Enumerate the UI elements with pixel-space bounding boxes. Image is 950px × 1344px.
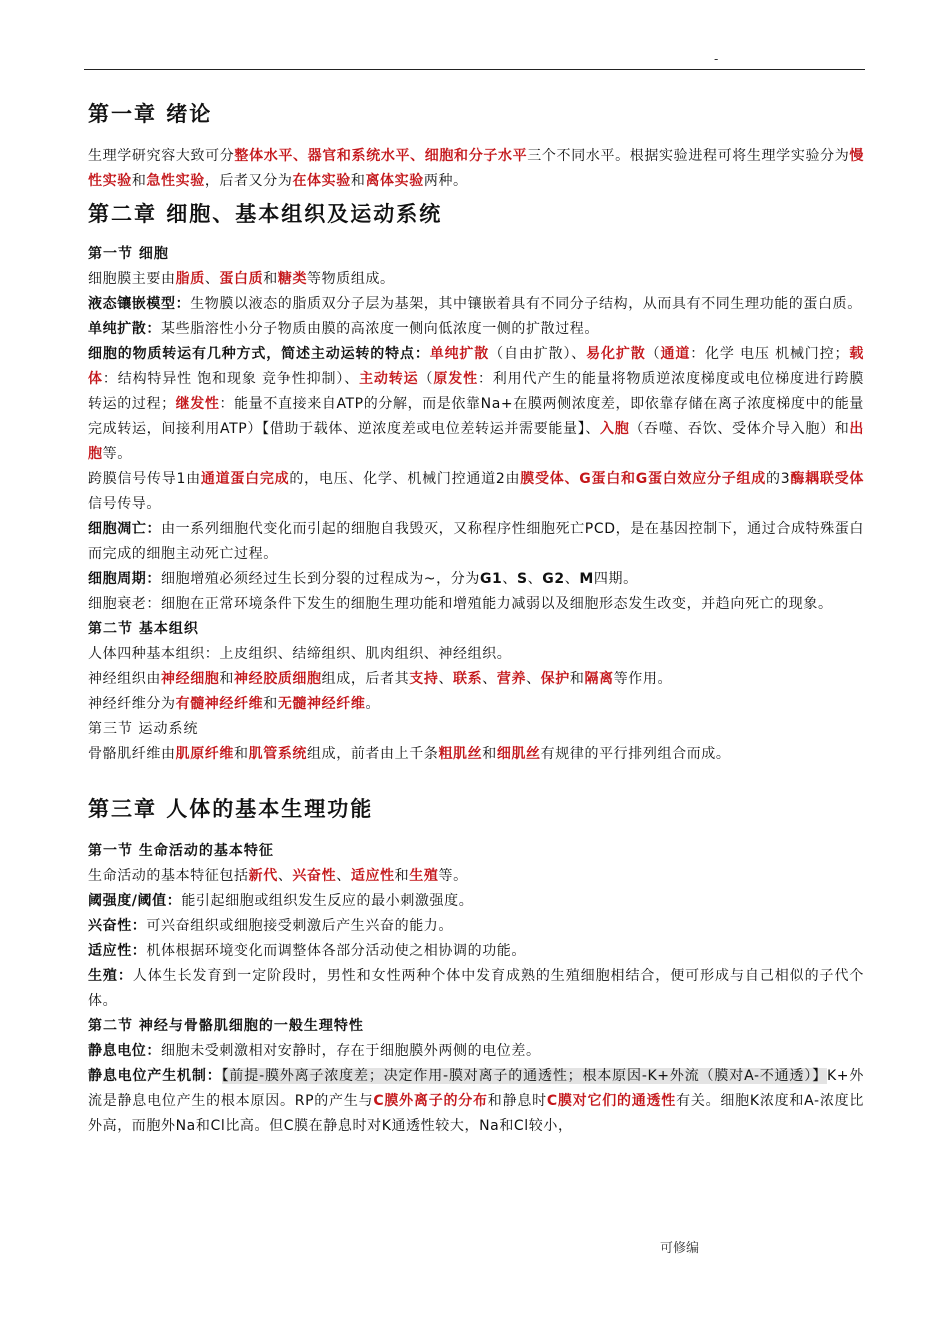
text-run: 的，电压、化学、机械门控通道2由 [289, 471, 521, 487]
highlight-run: 营养 [496, 671, 527, 687]
highlight-run: 在体实验 [292, 173, 351, 189]
text-run: 三个不同水平。根据实验进程可将生理学实验分为 [527, 148, 850, 164]
highlight-run: 神经胶质细胞 [234, 671, 322, 687]
highlight-run: 肌原纤维 [175, 746, 235, 762]
phase-label: S [516, 571, 528, 587]
text-run: 、 [438, 671, 454, 687]
header-mark: - [714, 52, 719, 66]
term-label: 细胞凋亡： [88, 521, 162, 537]
text-run: 细胞增殖必须经过生长到分裂的过程成为~，分为 [161, 571, 480, 587]
text-run: 生物膜以液态的脂质双分子层为基架，其中镶嵌着具有不同分子结构，从而具有不同生理功能的蛋白质。 [190, 296, 862, 312]
highlight-run: 新代 [248, 868, 278, 884]
text-run: ：化学 电压 机械门控； [690, 346, 850, 362]
paragraph-threshold [88, 889, 864, 914]
highlight-run: C膜外离子的分布 [373, 1093, 488, 1109]
text-run: 。 [365, 696, 381, 712]
highlight-run: 粗肌丝 [438, 746, 483, 762]
footer-note: 可修编 [660, 1241, 700, 1256]
highlight-run: 出胞 [88, 421, 865, 462]
highlight-run: 原发性 [433, 371, 478, 387]
term-label: 细胞周期： [88, 571, 161, 587]
paragraph-simple-diffusion [88, 317, 864, 342]
text-run: 和 [482, 746, 497, 762]
text-run: 等作用。 [613, 671, 673, 687]
phase-label: G1 [479, 571, 503, 587]
chapter-1-paragraph [88, 144, 864, 194]
text-run: 和静息时 [487, 1093, 547, 1109]
highlight-run: C膜对它们的通透性 [546, 1093, 677, 1109]
highlight-run: 易化扩散 [586, 346, 646, 362]
text-run: 和 [131, 173, 147, 189]
text-run: 有规律的平行排列组合而成。 [540, 746, 731, 762]
highlight-run: 酶耦联受体 [790, 471, 865, 487]
paragraph-membrane [88, 267, 864, 292]
paragraph-reproduction [88, 964, 864, 1014]
text-run: ：利用代产生的能量将物质逆浓度梯度或电位梯度进行跨膜转运的过程； [88, 371, 864, 412]
paragraph-excitability [88, 914, 864, 939]
term-label: 液态镶嵌模型： [88, 296, 191, 312]
text-run: 、 [336, 868, 351, 884]
header-rule [84, 69, 865, 70]
term-label: 细胞的物质转运有几种方式，简述主动运转的特点： [88, 346, 430, 362]
paragraph-apoptosis [88, 517, 864, 567]
text-run: 和 [394, 868, 410, 884]
text-run: 两种。 [423, 173, 468, 189]
highlight-run: 急性实验 [146, 173, 205, 189]
text-run: 生命活动的基本特征包括 [88, 868, 249, 884]
term-label: 生殖： [88, 968, 133, 984]
term-label: 静息电位： [88, 1043, 161, 1059]
text-run: 跨膜信号传导1由 [88, 471, 201, 487]
section-2-3-title: 第三节 运动系统 [88, 721, 199, 737]
highlight-run: 单纯扩散 [429, 346, 490, 362]
text-run: 、 [564, 571, 580, 587]
paragraph-fluid-mosaic [88, 292, 864, 317]
highlight-run: 入胞 [600, 421, 630, 437]
text-run: （ [418, 371, 434, 387]
text-run: 机体根据环境变化而调整体各部分活动使之相协调的功能。 [146, 943, 527, 959]
text-run: 和 [569, 671, 585, 687]
section-3-2-title: 第二节 神经与骨骼肌细胞的一般生理特性 [88, 1018, 364, 1034]
highlight-run: 载体 [88, 346, 864, 387]
highlight-run: 神经细胞 [161, 671, 220, 687]
text-run: 由一系列细胞代变化而引起的细胞自我毁灭，又称程序性细胞死亡PCD，是在基因控制下，通过合成特殊蛋白而完成的细胞主动死亡过程。 [88, 521, 864, 562]
highlight-run: 适应性 [350, 868, 395, 884]
text-run: 人体生长发育到一定阶段时，男性和女性两种个体中发育成熟的生殖细胞相结合，便可形成与自己相似的子代个体。 [88, 968, 864, 1009]
paragraph-skeletal-muscle [88, 742, 864, 767]
highlight-run: 糖类 [277, 271, 308, 287]
highlight-run: 离体实验 [365, 173, 424, 189]
highlight-run: 蛋白质 [219, 271, 264, 287]
highlight-run: 有髓神经纤维 [175, 696, 264, 712]
text-run: 、 [204, 271, 220, 287]
section-2-2-title: 第二节 基本组织 [88, 621, 199, 637]
paragraph-transport [88, 342, 864, 467]
paragraph-nerve-fiber [88, 692, 864, 717]
paragraph-tissue-types: 人体四种基本组织：上皮组织、结缔组织、肌肉组织、神经组织。 [88, 646, 512, 662]
highlight-run: 无髓神经纤维 [277, 696, 366, 712]
term-label: 单纯扩散： [88, 321, 161, 337]
section-2-1-title: 第一节 细胞 [88, 246, 169, 262]
text-run: （ [645, 346, 661, 362]
term-label: 静息电位产生机制： [88, 1068, 222, 1084]
text-run: 、 [527, 571, 543, 587]
paragraph-senescence: 细胞衰老：细胞在正常环境条件下发生的细胞生理功能和增殖能力减弱以及细胞形态发生改变，并趋向死亡的现象。 [88, 596, 833, 612]
highlight-run: 保护 [540, 671, 570, 687]
phase-label: M [579, 571, 594, 587]
section-3-1-title: 第一节 生命活动的基本特征 [88, 843, 274, 859]
shaded-run: 【前提-膜外离子浓度差；决定作用-膜对离子的通透性；根本原因-K+外流（膜对A-不通透）】 [221, 1068, 828, 1084]
term-label: 兴奋性： [88, 918, 147, 934]
text-run: 能引起细胞或组织发生反应的最小刺激强度。 [181, 893, 474, 909]
text-run: K+外流是静息电位产生的根本原因。RP的产生与 [88, 1068, 864, 1109]
text-run: 骨骼肌纤维由 [88, 746, 176, 762]
text-run: 和 [219, 671, 235, 687]
text-run: 、 [277, 868, 293, 884]
highlight-run: 膜受体、G蛋白和G蛋白效应分子组成 [520, 471, 766, 487]
text-run: 、 [482, 671, 497, 687]
text-run: 等。 [438, 868, 468, 884]
text-run: 信号传导。 [88, 496, 161, 512]
text-run: 等。 [102, 446, 132, 462]
text-run: （自由扩散）、 [489, 346, 587, 362]
chapter-3-title: 第三章 人体的基本生理功能 [88, 797, 374, 821]
highlight-run: 脂质 [175, 271, 205, 287]
chapter-2-title: 第二章 细胞、基本组织及运动系统 [88, 202, 443, 226]
highlight-run: 联系 [453, 671, 483, 687]
text-run: 可兴奋组织或细胞接受刺激后产生兴奋的能力。 [146, 918, 454, 934]
text-run: ：能量不直接来自ATP的分解，而是依靠Na+在膜两侧浓度差，即依靠存储在离子浓度梯度中的能量完成转运，间接利用ATP）【借助于载体、逆浓度差或电位差转运并需要能量】、 [88, 396, 864, 437]
text-run: 神经纤维分为 [88, 696, 176, 712]
text-run: 和 [263, 271, 278, 287]
text-run: 等物质组成。 [307, 271, 395, 287]
term-label: 适应性： [88, 943, 147, 959]
term-label: 阈强度/阈值： [88, 893, 182, 909]
paragraph-adaptability [88, 939, 864, 964]
text-run: 、 [502, 571, 517, 587]
text-run: （吞噬、吞饮、受体介导入胞）和 [629, 421, 850, 437]
highlight-run: 整体水平、器官和系统水平、细胞和分子水平 [234, 148, 528, 164]
text-run: 有关。细胞K浓度和A-浓度比外高，而胞外Na和Cl比高。但C膜在静息时对K通透性较大，Na和Cl较小， [88, 1093, 864, 1134]
document-body [88, 96, 864, 1139]
text-run: 神经组织由 [88, 671, 161, 687]
paragraph-rp-mechanism [88, 1064, 864, 1139]
highlight-run: 慢性实验 [88, 148, 864, 189]
text-run: 生理学研究容大致可分 [88, 148, 235, 164]
paragraph-nerve-tissue [88, 667, 864, 692]
text-run: 组成，后者其 [321, 671, 410, 687]
highlight-run: 通道 [660, 346, 691, 362]
highlight-run: 兴奋性 [292, 868, 337, 884]
text-run: 和 [350, 173, 366, 189]
text-run: ，后者又分为 [204, 173, 293, 189]
text-run: ：结构特异性 饱和现象 竞争性抑制）、 [102, 371, 360, 387]
text-run: 组成，前者由上千条 [307, 746, 439, 762]
paragraph-signal-transduction [88, 467, 864, 517]
text-run: 和 [234, 746, 249, 762]
text-run: 、 [526, 671, 541, 687]
highlight-run: 通道蛋白完成 [200, 471, 290, 487]
paragraph-life-features [88, 864, 864, 889]
text-run: 细胞未受刺激相对安静时，存在于细胞膜外两侧的电位差。 [161, 1043, 541, 1059]
highlight-run: 支持 [409, 671, 439, 687]
highlight-run: 主动转运 [359, 371, 419, 387]
text-run: 四期。 [593, 571, 638, 587]
highlight-run: 隔离 [584, 671, 614, 687]
text-run: 的3 [766, 471, 791, 487]
highlight-run: 生殖 [409, 868, 439, 884]
text-run: 某些脂溶性小分子物质由膜的高浓度一侧向低浓度一侧的扩散过程。 [161, 321, 599, 337]
paragraph-cell-cycle [88, 567, 864, 592]
chapter-1-title: 第一章 绪论 [88, 102, 213, 126]
highlight-run: 继发性 [175, 396, 220, 412]
highlight-run: 细肌丝 [496, 746, 541, 762]
paragraph-resting-potential [88, 1039, 864, 1064]
text-run: 细胞膜主要由 [88, 271, 176, 287]
highlight-run: 肌管系统 [248, 746, 308, 762]
text-run: 和 [263, 696, 278, 712]
phase-label: G2 [542, 571, 565, 587]
